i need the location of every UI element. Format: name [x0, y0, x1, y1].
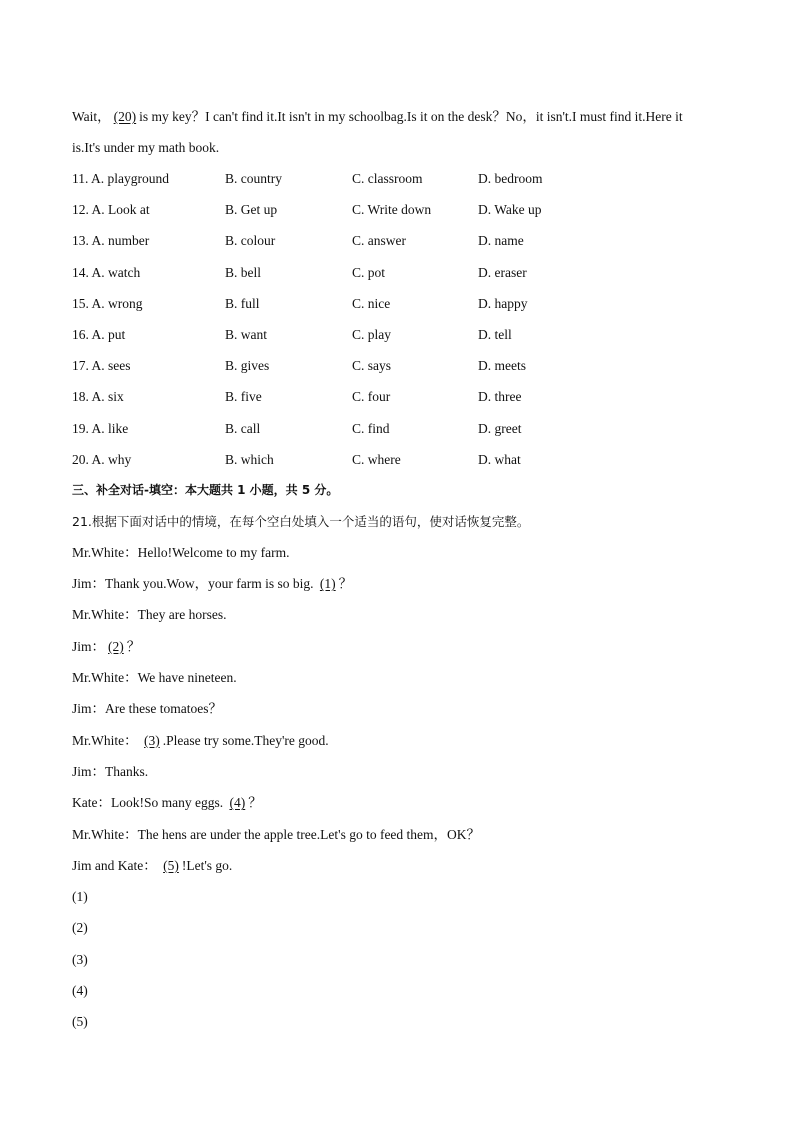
dialogue — [72, 537, 722, 881]
option-a: 17. A. sees — [72, 358, 131, 374]
option-row-14 — [72, 257, 722, 288]
dialogue-text: Jim： — [72, 638, 106, 654]
dialogue-blank-5: (5) — [163, 857, 179, 873]
dialogue-line — [72, 568, 722, 599]
dialogue-line — [72, 756, 722, 787]
option-d: D. happy — [478, 295, 528, 311]
answer-label-5: (5) — [72, 1014, 88, 1030]
passage-text: Wait， — [72, 109, 111, 124]
option-b: B. gives — [225, 358, 270, 374]
passage-line-1 — [72, 101, 722, 132]
answer-label-2: (2) — [72, 920, 88, 936]
passage-line-2: is.It's under my math book. — [72, 140, 220, 155]
section-3-title: 三、补全对话-填空：本大题共 1 小题，共 5 分。 — [72, 482, 339, 497]
option-row-12 — [72, 194, 722, 225]
dialogue-text: Mr.White：The hens are under the apple tree.Let's go to feed them，OK？ — [72, 826, 481, 842]
option-c: C. where — [352, 451, 401, 467]
option-c: C. says — [352, 358, 392, 374]
dialogue-text: Jim：Thanks. — [72, 763, 149, 779]
option-b: B. country — [225, 171, 282, 186]
dialogue-text: Jim：Thank you.Wow，your farm is so big. — [72, 576, 314, 592]
answer-label-3: (3) — [72, 951, 88, 967]
dialogue-text: Mr.White：They are horses. — [72, 607, 227, 623]
dialogue-line — [72, 537, 722, 568]
option-row-16 — [72, 319, 722, 350]
option-a: 13. A. number — [72, 233, 150, 249]
option-a: 19. A. like — [72, 420, 129, 436]
option-d: D. bedroom — [478, 171, 543, 186]
answer-label-1: (1) — [72, 889, 88, 905]
option-row-13 — [72, 225, 722, 256]
answer-lines — [72, 881, 722, 1037]
dialogue-line — [72, 631, 722, 662]
option-d: D. what — [478, 451, 521, 467]
option-b: B. five — [225, 389, 262, 405]
dialogue-text: .Please try some.They're good. — [162, 732, 329, 748]
dialogue-text: Mr.White：Hello!Welcome to my farm. — [72, 544, 290, 560]
question-21-instruction: 21.根据下面对话中的情境，在每个空白处填入一个适当的语句，使对话恢复完整。 — [72, 513, 530, 529]
dialogue-line — [72, 662, 722, 693]
option-d: D. meets — [478, 358, 526, 374]
option-b: B. bell — [225, 264, 261, 280]
dialogue-blank-4: (4) — [229, 795, 246, 811]
option-d: D. three — [478, 389, 522, 405]
option-a: 18. A. six — [72, 389, 124, 405]
option-b: B. which — [225, 451, 274, 467]
option-a: 16. A. put — [72, 326, 126, 342]
option-a: 15. A. wrong — [72, 295, 143, 311]
option-row-20 — [72, 444, 722, 475]
option-row-15 — [72, 288, 722, 319]
dialogue-text: Mr.White：We have nineteen. — [72, 670, 237, 686]
dialogue-line — [72, 725, 722, 756]
option-c: C. four — [352, 389, 391, 405]
option-row-17 — [72, 350, 722, 381]
option-a: 11. A. playground — [72, 171, 169, 186]
option-b: B. full — [225, 295, 260, 311]
dialogue-text: !Let's go. — [181, 857, 233, 873]
option-d: D. name — [478, 233, 524, 249]
blank-20: (20) — [113, 109, 137, 124]
option-d: D. tell — [478, 326, 512, 342]
dialogue-line — [72, 850, 722, 881]
option-c: C. play — [352, 326, 391, 342]
dialogue-blank-3: (3) — [144, 732, 160, 748]
dialogue-blank-1: (1) — [319, 576, 336, 592]
passage-text: is my key？I can't find it.It isn't in my schoolbag.Is it on the desk？No，it isn't.I must find it.Here it — [139, 109, 683, 124]
document-page — [72, 101, 722, 1038]
dialogue-line — [72, 599, 722, 630]
option-a: 20. A. why — [72, 451, 132, 467]
option-d: D. greet — [478, 420, 522, 436]
dialogue-text: Mr.White： — [72, 732, 138, 748]
option-row-11 — [72, 163, 722, 194]
option-b: B. want — [225, 326, 267, 342]
option-d: D. Wake up — [478, 202, 542, 218]
dialogue-line — [72, 787, 722, 818]
option-c: C. pot — [352, 264, 386, 280]
dialogue-text: ？ — [126, 638, 141, 654]
option-c: C. find — [352, 420, 390, 436]
option-row-18 — [72, 381, 722, 412]
options-list — [72, 163, 722, 475]
option-row-19 — [72, 413, 722, 444]
option-c: C. classroom — [352, 171, 423, 186]
option-a: 14. A. watch — [72, 264, 141, 280]
dialogue-text: Kate：Look!So many eggs. — [72, 795, 224, 811]
option-c: C. Write down — [352, 202, 432, 218]
dialogue-blank-2: (2) — [108, 638, 124, 654]
option-c: C. nice — [352, 295, 391, 311]
dialogue-text: ？ — [338, 576, 353, 592]
dialogue-line — [72, 819, 722, 850]
option-b: B. call — [225, 420, 261, 436]
option-a: 12. A. Look at — [72, 202, 150, 218]
dialogue-text: ？ — [248, 795, 262, 811]
dialogue-line — [72, 693, 722, 724]
answer-label-4: (4) — [72, 983, 88, 999]
dialogue-text: Jim：Are these tomatoes？ — [72, 701, 222, 717]
option-b: B. Get up — [225, 202, 278, 218]
option-b: B. colour — [225, 233, 276, 249]
dialogue-text: Jim and Kate： — [72, 857, 157, 873]
option-c: C. answer — [352, 233, 406, 249]
option-d: D. eraser — [478, 264, 527, 280]
